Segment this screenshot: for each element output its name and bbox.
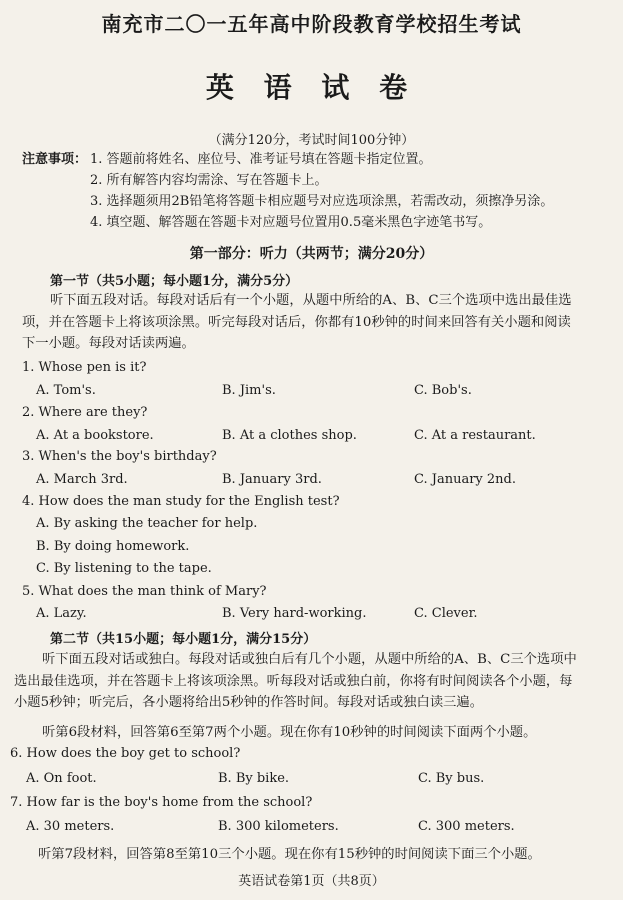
q4-option-c: C. By listening to the tape. [36,561,212,576]
note-item [22,170,612,191]
question-7: 7. How far is the boy's home from the school? [10,795,313,810]
note-item [22,191,612,212]
question-1: 1. Whose pen is it? [22,360,147,375]
question-3: 3. When's the boy's birthday? [22,449,217,464]
q1-option-b: B. Jim's. [222,383,276,398]
section1-title: 第一节（共5小题；每小题1分，满分5分） [50,274,299,289]
note-text: 1. 答题前将姓名、座位号、准考证号填在答题卡指定位置。 [90,152,432,167]
q5-option-a: A. Lazy. [36,606,87,621]
material-6-instruction: 听第6段材料，回答第6至第7两个小题。现在你有10秒钟的时间阅读下面两个小题。 [42,725,537,740]
q7-option-b: B. 300 kilometers. [218,819,339,834]
section1-instructions [22,290,617,355]
q5-option-c: C. Clever. [414,606,478,621]
question-4: 4. How does the man study for the English test? [22,494,340,509]
q3-option-b: B. January 3rd. [222,472,322,487]
instruction-line: 项，并在答题卡上将该项涂黑。听完每段对话后，你都有10秒钟的时间来回答有关小题和阅读 [22,314,571,330]
q6-option-b: B. By bike. [218,771,290,786]
q2-option-b: B. At a clothes shop. [222,428,357,443]
note-text: 4. 填空题、解答题在答题卡对应题号位置用0.5毫米黑色字迹笔书写。 [90,215,492,230]
q4-option-b: B. By doing homework. [36,539,190,554]
exam-subtitle: 英 语 试 卷 [205,71,418,104]
note-text: 3. 选择题须用2B铅笔将答题卡相应题号对应选项涂黑，若需改动，须擦净另涂。 [90,194,554,209]
notes-label: 注意事项： [22,152,88,167]
material-7-instruction: 听第7段材料，回答第8至第10三个小题。现在你有15秒钟的时间阅读下面三个小题。 [38,847,541,862]
section2-title: 第二节（共15小题；每小题1分，满分15分） [50,632,317,647]
q3-option-c: C. January 2nd. [414,472,516,487]
q7-option-c: C. 300 meters. [418,819,515,834]
instruction-line: 听下面五段对话或独白。每段对话或独白后有几个小题，从题中所给的A、B、C三个选项中 [42,652,577,667]
notes-block [22,149,612,233]
q2-option-c: C. At a restaurant. [414,428,536,443]
question-6: 6. How does the boy get to school? [10,746,241,761]
question-2: 2. Where are they? [22,405,148,420]
q3-option-a: A. March 3rd. [36,472,128,487]
part1-title: 第一部分：听力（共两节；满分20分） [189,246,434,262]
q1-option-a: A. Tom's. [36,383,96,398]
q6-option-a: A. On foot. [26,771,97,786]
q1-option-c: C. Bob's. [414,383,472,398]
note-item [22,212,612,233]
note-item [22,149,612,170]
section2-instructions [14,649,619,714]
q4-option-a: A. By asking the teacher for help. [36,516,258,531]
note-text: 2. 所有解答内容均需涂、写在答题卡上。 [90,173,328,188]
q5-option-b: B. Very hard-working. [222,606,367,621]
instruction-line: 选出最佳选项，并在答题卡上将该项涂黑。听每段对话或独白前，你将有时间阅读各个小题，每 [14,673,573,689]
instruction-line: 下一小题。每段对话读两遍。 [22,336,195,351]
question-5: 5. What does the man think of Mary? [22,584,267,599]
score-time-line: （满分120分，考试时间100分钟） [208,133,415,148]
q6-option-c: C. By bus. [418,771,485,786]
page-footer: 英语试卷第1页（共8页） [238,874,385,889]
instruction-line: 听下面五段对话。每段对话后有一个小题，从题中所给的A、B、C三个选项中选出最佳选 [50,293,572,308]
instruction-line: 小题5秒钟；听完后，各小题将给出5秒钟的作答时间。每段对话或独白读三遍。 [14,695,484,710]
q7-option-a: A. 30 meters. [26,819,115,834]
q2-option-a: A. At a bookstore. [36,428,154,443]
exam-title: 南充市二〇一五年高中阶段教育学校招生考试 [101,12,522,36]
